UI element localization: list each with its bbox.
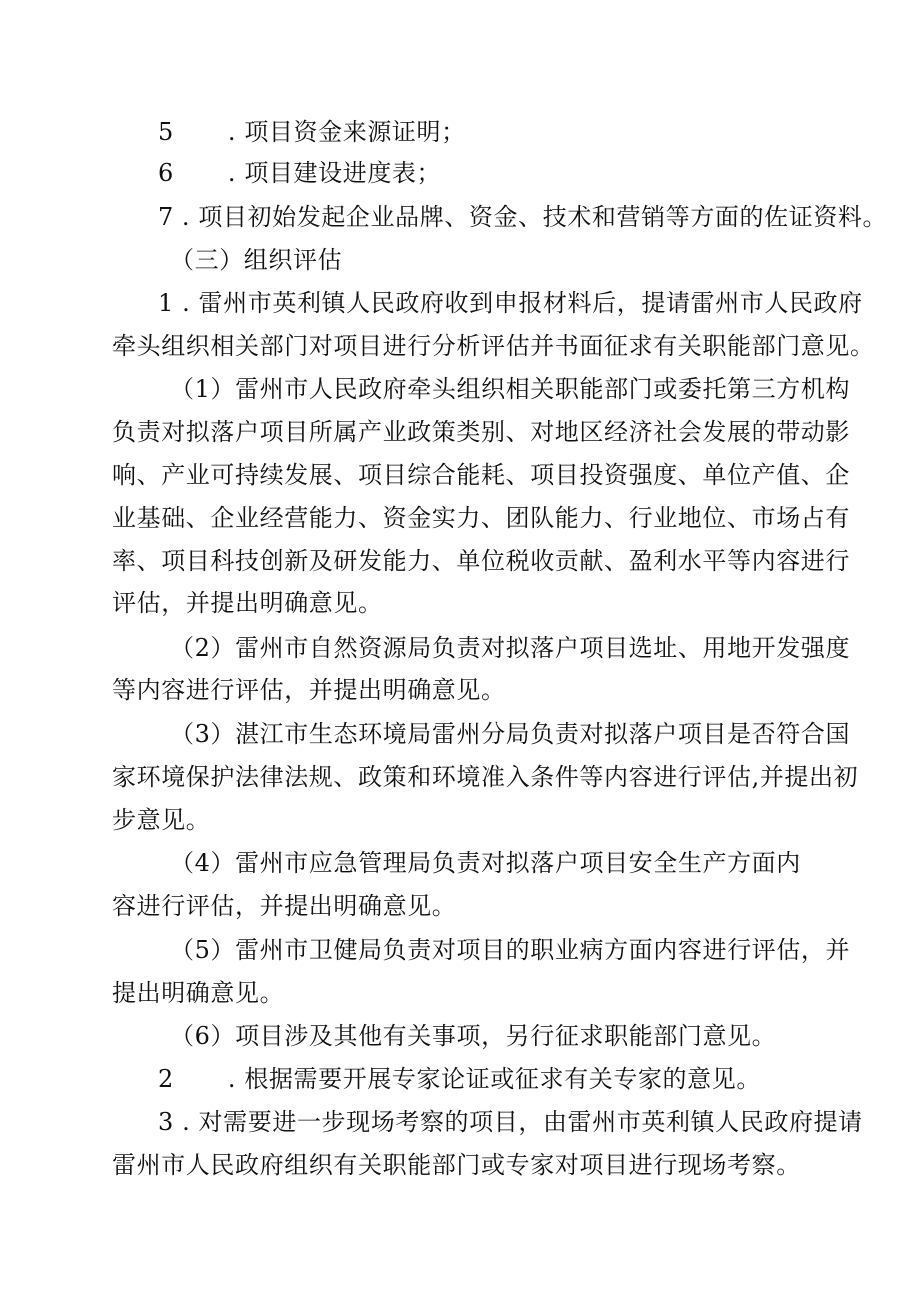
paragraph-line: 步意见。: [112, 806, 211, 834]
section-heading: （三）组织评估: [170, 246, 343, 274]
list-number: 7: [158, 203, 174, 231]
list-item-6: [158, 158, 441, 188]
paragraph-line: （1）雷州市人民政府牵头组织相关职能部门或委托第三方机构: [170, 375, 851, 403]
list-text: . 项目建设进度表；: [227, 159, 442, 187]
list-text: . 根据需要开展专家论证或征求有关专家的意见。: [227, 1065, 761, 1093]
paragraph-line: 提出明确意见。: [112, 979, 285, 1007]
list-number: 5: [158, 118, 174, 146]
paragraph-line: 响、产业可持续发展、项目综合能耗、项目投资强度、单位产值、企: [112, 461, 850, 489]
list-number: 6: [158, 159, 174, 187]
paragraph-line: 雷州市人民政府组织有关职能部门或专家对项目进行现场考察。: [112, 1151, 801, 1179]
paragraph-line: 等内容进行评估，并提出明确意见。: [112, 676, 506, 704]
paragraph-line: 率、项目科技创新及研发能力、单位税收贡献、盈利水平等内容进行: [112, 547, 850, 575]
paragraph-line: （4）雷州市应急管理局负责对拟落户项目安全生产方面内: [170, 849, 801, 877]
list-number: 2: [158, 1065, 174, 1093]
list-text: . 项目初始发起企业品牌、资金、技术和营销等方面的佐证资料。: [181, 203, 888, 231]
paragraph-line: 评估，并提出明确意见。: [112, 589, 383, 617]
paragraph-line: 家环境保护法律法规、政策和环境准入条件等内容进行评估,并提出初: [112, 763, 859, 791]
paragraph-line: 业基础、企业经营能力、资金实力、团队能力、行业地位、市场占有: [112, 504, 850, 532]
list-item-7: [158, 202, 887, 232]
paragraph-line: 容进行评估，并提出明确意见。: [112, 892, 457, 920]
paragraph-line: 牵头组织相关部门对项目进行分析评估并书面征求有关职能部门意见。: [112, 332, 875, 360]
paragraph-line: （3）湛江市生态环境局雷州分局负责对拟落户项目是否符合国: [170, 720, 851, 748]
list-text: . 项目资金来源证明；: [227, 118, 466, 146]
list-item-2: [158, 1064, 761, 1094]
paragraph-line: （5）雷州市卫健局负责对项目的职业病方面内容进行评估，并: [170, 936, 851, 964]
paragraph-line: 1 . 雷州市英利镇人民政府收到申报材料后，提请雷州市人民政府: [158, 289, 863, 317]
list-item-5: [158, 117, 466, 147]
paragraph-line: （6）项目涉及其他有关事项，另行征求职能部门意见。: [170, 1022, 777, 1050]
paragraph-line: 负责对拟落户项目所属产业政策类别、对地区经济社会发展的带动影: [112, 418, 850, 446]
paragraph-line: （2）雷州市自然资源局负责对拟落户项目选址、用地开发强度: [170, 634, 851, 662]
paragraph-line: 3 . 对需要进一步现场考察的项目，由雷州市英利镇人民政府提请: [158, 1108, 863, 1136]
